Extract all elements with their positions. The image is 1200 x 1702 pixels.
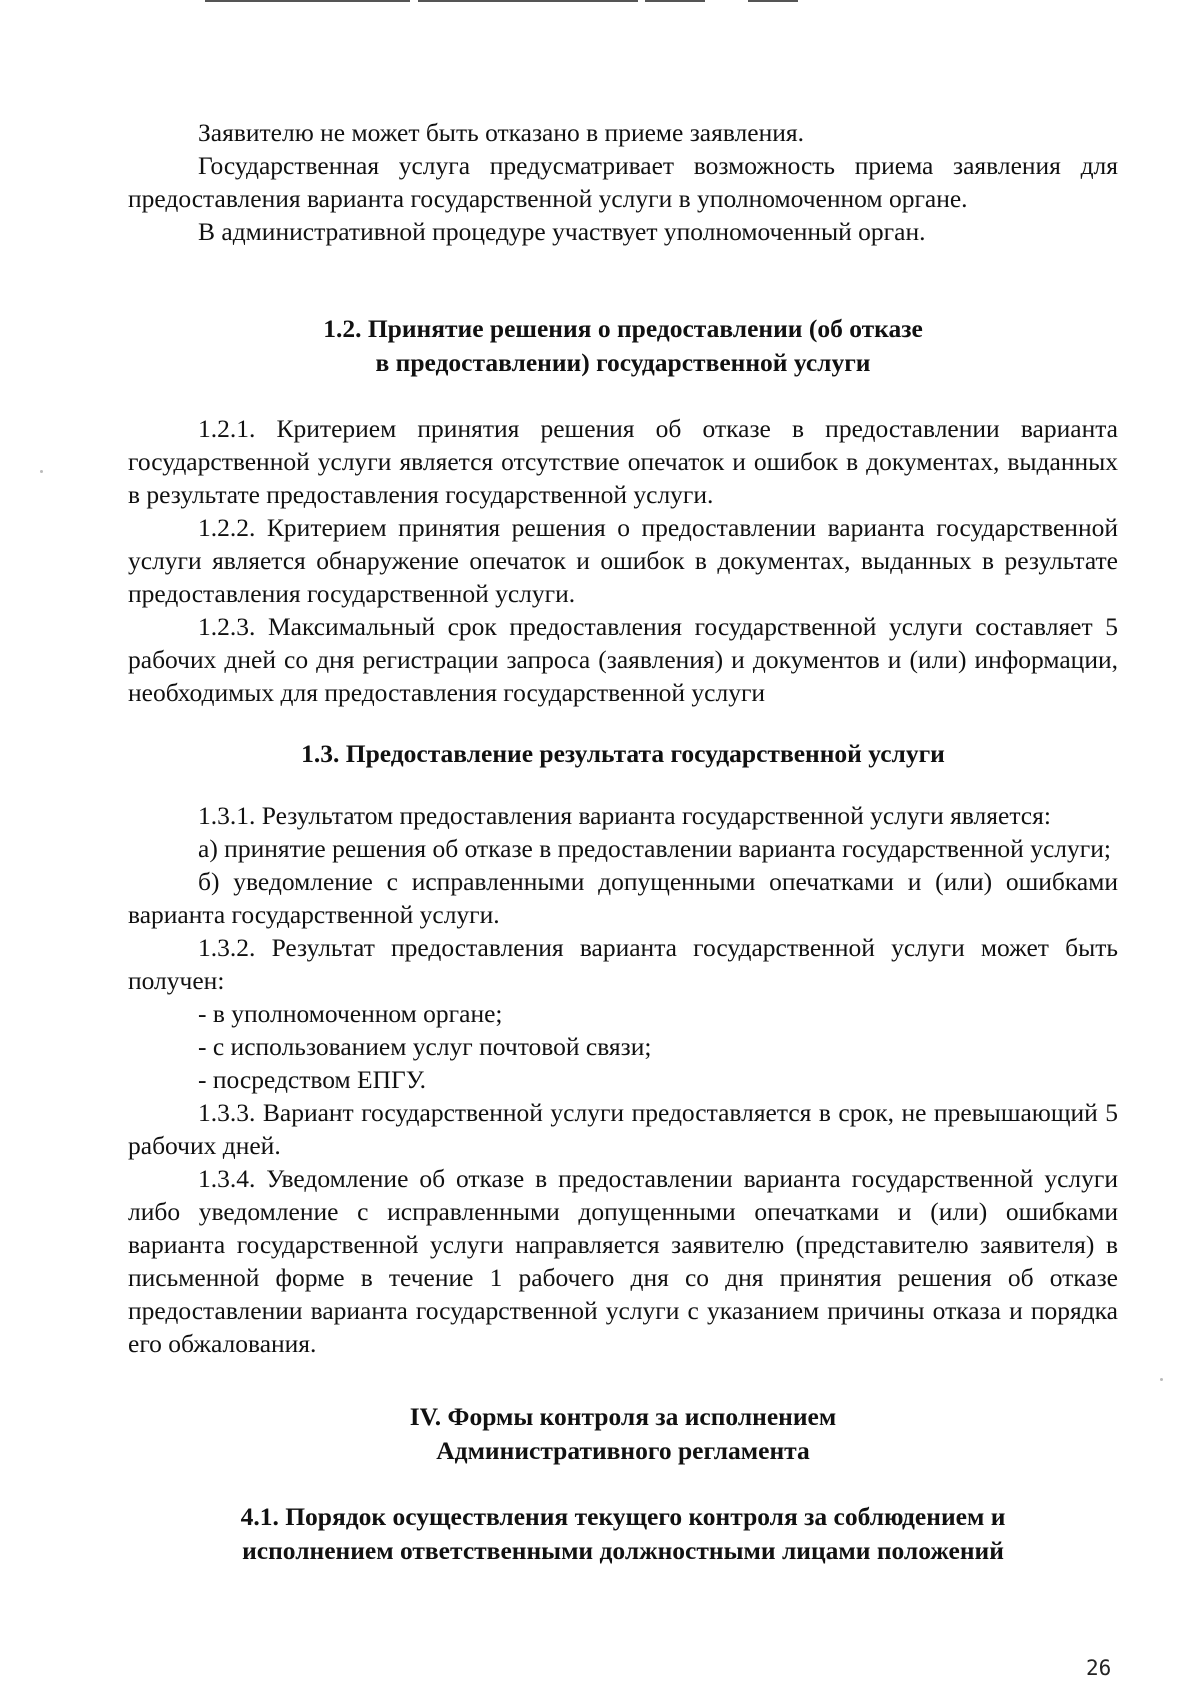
scan-speck <box>1160 1378 1163 1381</box>
section-1-3-heading: 1.3. Предоставление результата государственной услуги <box>301 739 945 768</box>
heading-line: 4.1. Порядок осуществления текущего контроля за соблюдением и <box>240 1502 1006 1531</box>
paragraph: В административной процедуре участвует уполномоченный орган. <box>198 217 926 246</box>
paragraph-1-3-1-b: б) уведомление с исправленными допущенными опечатками и (или) ошибками варианта государственной услуги. <box>128 867 1118 929</box>
section-iv-heading <box>128 1400 1118 1468</box>
heading-line: 1.2. Принятие решения о предоставлении (об отказе <box>323 314 923 343</box>
paragraph-1-3-2: 1.3.2. Результат предоставления варианта государственной услуги может быть получен: <box>128 933 1118 995</box>
page-number: 26 <box>1086 1656 1112 1680</box>
paragraph-1-3-1: 1.3.1. Результатом предоставления варианта государственной услуги является: <box>198 801 1051 830</box>
paragraph-1-3-4: 1.3.4. Уведомление об отказе в предоставлении варианта государственной услуги либо уведомление с исправленными допущенными опечатками и (или) ошибками варианта государственной услуги направляется заявителю (представителю заявителя) в письменной форме в течение 1 рабочего дня со дня принятия решения об отказе предоставлении варианта государственной услуги с указанием причины отказа и порядка его обжалования. <box>128 1164 1118 1358</box>
section-1-2-heading <box>128 312 1118 380</box>
paragraph: Государственная услуга предусматривает возможность приема заявления для предоставления варианта государственной услуги в уполномоченном органе. <box>128 151 1118 213</box>
paragraph: Заявителю не может быть отказано в приеме заявления. <box>198 118 804 147</box>
list-item: - с использованием услуг почтовой связи; <box>198 1032 652 1061</box>
paragraph-1-3-3: 1.3.3. Вариант государственной услуги предоставляется в срок, не превышающий 5 рабочих дней. <box>128 1098 1118 1160</box>
document-page <box>128 116 1118 1568</box>
scan-speck <box>40 470 43 473</box>
heading-line: IV. Формы контроля за исполнением <box>409 1402 837 1431</box>
list-item: - в уполномоченном органе; <box>198 999 503 1028</box>
list-item: - посредством ЕПГУ. <box>198 1065 427 1094</box>
scan-top-line <box>748 0 798 2</box>
heading-line: в предоставлении) государственной услуги <box>375 348 871 377</box>
scan-top-line <box>205 0 410 2</box>
scan-top-line <box>645 0 705 2</box>
paragraph-1-2-3: 1.2.3. Максимальный срок предоставления государственной услуги составляет 5 рабочих дней со дня регистрации запроса (заявления) и документов и (или) информации, необходимых для предоставления государственной услуги <box>128 612 1118 707</box>
section-4-1-heading <box>128 1500 1118 1568</box>
heading-line: Административного регламента <box>436 1436 810 1465</box>
heading-line: исполнением ответственными должностными лицами положений <box>242 1536 1004 1565</box>
paragraph-1-2-2: 1.2.2. Критерием принятия решения о предоставлении варианта государственной услуги является обнаружение опечаток и ошибок в документах, выданных в результате предоставления государственной услуги. <box>128 513 1118 608</box>
paragraph-1-3-1-a: а) принятие решения об отказе в предоставлении варианта государственной услуги; <box>198 834 1111 863</box>
scan-top-line <box>418 0 638 2</box>
paragraph-1-2-1: 1.2.1. Критерием принятия решения об отказе в предоставлении варианта государственной услуги является отсутствие опечаток и ошибок в документах, выданных в результате предоставления государственной услуги. <box>128 414 1118 509</box>
